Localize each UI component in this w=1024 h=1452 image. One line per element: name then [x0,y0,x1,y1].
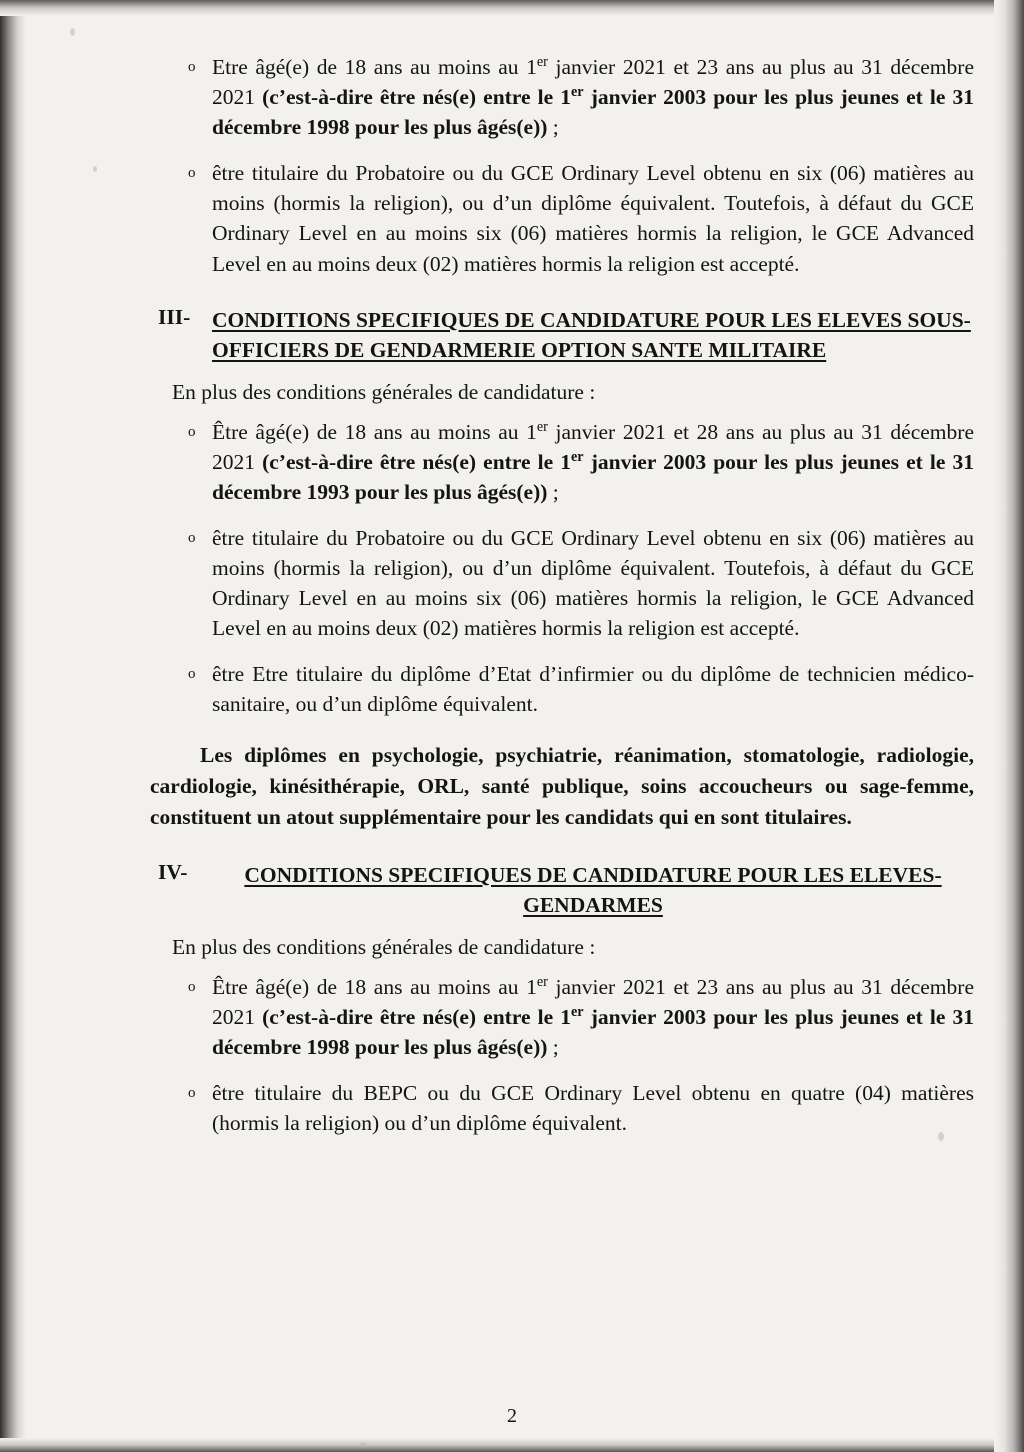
section-IV-bullet-list [150,972,974,1138]
bullet-marker: o [188,165,196,182]
section-number: IV- [158,859,188,884]
page-bottom-shadow [0,1438,1024,1452]
section-number: III- [158,304,191,329]
section-III-closing-paragraph: Les diplômes en psychologie, psychiatrie, réanimation, stomatologie, radiologie, cardiologie, kinésithérapie, ORL, santé publique, soins accoucheurs ou sage-femme, constituent un atout supplémentaire pour les candidats qui en sont titulaires. [150,742,974,830]
section-III-bullet-list [150,417,974,720]
section-title: CONDITIONS SPECIFIQUES DE CANDIDATURE POUR LES ELEVES SOUS-OFFICIERS DE GENDARMERIE OPTION SANTE MILITAIRE [212,307,971,363]
list-item [150,52,974,142]
section-heading-IV [150,860,974,921]
list-item-text: être titulaire du Probatoire ou du GCE Ordinary Level obtenu en six (06) matières au moins (hormis la religion), ou d’un diplôme équivalent. Toutefois, à défaut du GCE Ordinary Level en au moins six (06) matières hormis la religion, le GCE Advanced Level en au moins deux (02) matières hormis la religion est accepté. [212,525,974,641]
bullet-marker: o [188,59,196,75]
list-item [150,659,974,719]
scan-speck [360,1442,366,1447]
list-item-text: être Etre titulaire du diplôme d’Etat d’infirmier ou du diplôme de technicien médico-sanitaire, ou d’un diplôme équivalent. [212,662,974,717]
bullet-marker: o [188,666,196,683]
list-item-text: être titulaire du Probatoire ou du GCE Ordinary Level obtenu en six (06) matières au moins (hormis la religion), ou d’un diplôme équivalent. Toutefois, à défaut du GCE Ordinary Level en au moins six (06) matières hormis la religion, le GCE Advanced Level en au moins deux (02) matières hormis la religion est accepté. [212,161,974,276]
list-item-text: Être âgé(e) de 18 ans au moins au 1er janvier 2021 et 23 ans au plus au 31 décembre 2021 (c’est-à-dire être nés(e) entre le 1er janvier 2003 pour les plus jeunes et le 31 décembre 1998 pour les plus âgés(e)) ; [212,973,974,1059]
section-IV-lead: En plus des conditions générales de candidature : [172,934,596,959]
list-item-text: Etre âgé(e) de 18 ans au moins au 1er janvier 2021 et 23 ans au plus au 31 décembre 2021 (c’est-à-dire être nés(e) entre le 1er janvier 2003 pour les plus jeunes et le 31 décembre 1998 pour les plus âgés(e)) ; [212,53,974,140]
bullet-marker: o [188,978,196,995]
list-item [150,417,974,507]
section-III-lead: En plus des conditions générales de candidature : [172,379,596,404]
section-heading-III [150,305,974,366]
intro-bullet-list [150,52,974,279]
list-item-text: être titulaire du BEPC ou du GCE Ordinary Level obtenu en quatre (04) matières (hormis la religion) ou d’un diplôme équivalent. [212,1080,974,1136]
page-top-shadow [0,0,1024,16]
bullet-marker: o [188,423,196,440]
list-item [150,158,974,278]
scan-speck [1000,712,1005,721]
scan-speck [93,166,97,172]
bullet-marker: o [188,1084,196,1101]
list-item [150,1078,974,1138]
list-item [150,523,974,643]
scan-speck [70,28,75,36]
bullet-marker: o [188,529,196,546]
document-body [150,52,974,1154]
list-item-text: Être âgé(e) de 18 ans au moins au 1er janvier 2021 et 28 ans au plus au 31 décembre 2021 (c’est-à-dire être nés(e) entre le 1er janvier 2003 pour les plus jeunes et le 31 décembre 1993 pour les plus âgés(e)) ; [212,418,974,504]
list-item [150,972,974,1062]
section-title: CONDITIONS SPECIFIQUES DE CANDIDATURE POUR LES ELEVES-GENDARMES [244,862,942,918]
page-number: 2 [507,1405,517,1427]
